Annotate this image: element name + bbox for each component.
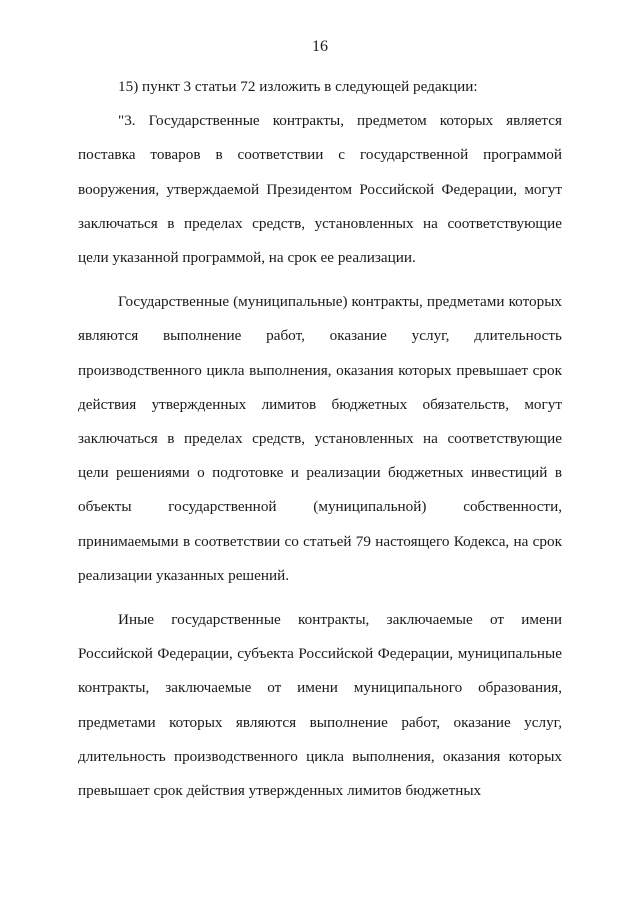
paragraph-state-contracts-weapons: "3. Государственные контракты, предметом которых является поставка товаров в соответствии с государственной программой вооружения, утверждаемой Президентом Российской Федерации, могут заключаться в пределах средств, установленных на соответствующие цели указанной программой, на срок ее реализации. [78,112,562,267]
paragraph-municipal-contracts: Государственные (муниципальные) контракты, предметами которых являются выполнение работ, оказание услуг, длительность производственного цикла выполнения, оказания которых превышает срок действия утвержденных лимитов бюджетных обязательств, могут заключаться в пределах средств, установленных на соответствующие цели решениями о подготовке и реализации бюджетных инвестиций в объекты государственной (муниципальной) собственности, принимаемыми в соответствии со статьей 79 настоящего Кодекса, на срок реализации указанных решений. [78,293,562,584]
document-body [78,70,562,808]
page-number: 16 [312,38,328,55]
paragraph-amendment-intro: 15) пункт 3 статьи 72 изложить в следующей редакции: [118,78,478,95]
paragraph-other-contracts: Иные государственные контракты, заключаемые от имени Российской Федерации, субъекта Российской Федерации, муниципальные контракты, заключаемые от имени муниципального образования, предметами которых являются выполнение работ, оказание услуг, длительность производственного цикла выполнения, оказания которых превышает срок действия утвержденных лимитов бюджетных [78,611,562,800]
